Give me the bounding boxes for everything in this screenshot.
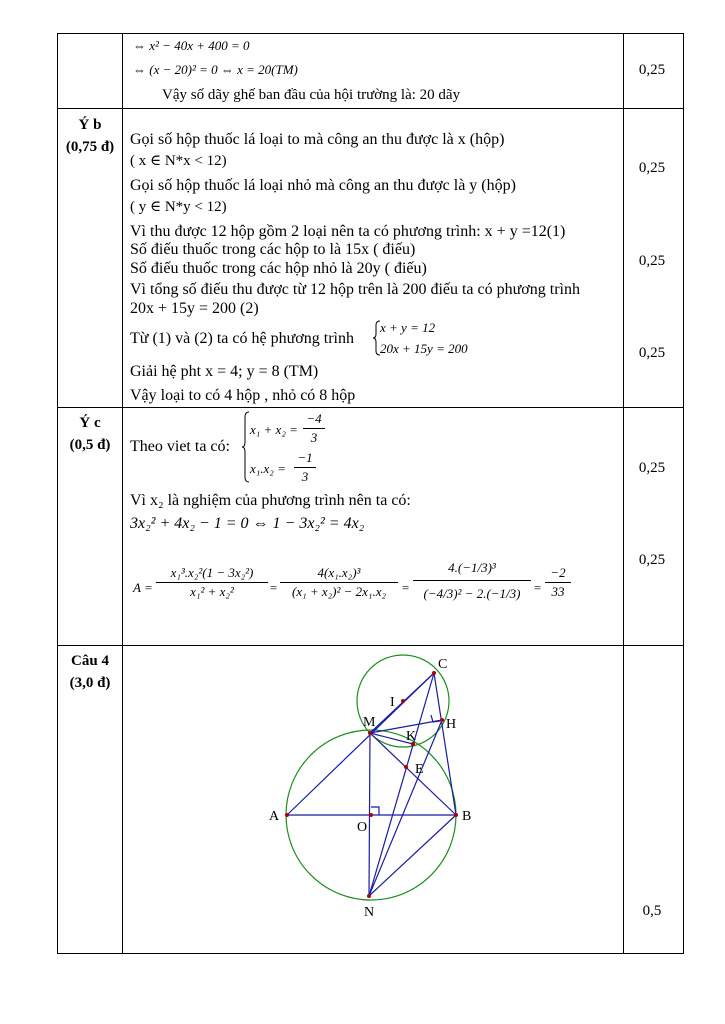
viet-eq1-lhs: x₁ + x₂ = <box>250 422 298 437</box>
equation-line: ⇔ x² − 40x + 400 = 0 <box>133 38 250 53</box>
text-line: Vì tổng số điếu thu được từ 12 hộp trên là 200 điếu ta có phương trình <box>130 281 580 298</box>
fraction-numerator: −2 <box>550 565 566 580</box>
label-o: O <box>357 820 368 835</box>
viet-intro: Theo viet ta có: <box>130 438 230 455</box>
fraction-numerator: −4 <box>306 411 322 426</box>
fraction-denominator: 33 <box>551 584 565 599</box>
label-points: (0,5 đ) <box>69 437 111 453</box>
viet-eq2-lhs: x₁.x₂ = <box>250 461 286 476</box>
fraction-denominator: (−4/3)² − 2.(−1/3) <box>423 586 521 601</box>
point-n <box>367 894 371 898</box>
fraction-denominator: 3 <box>301 469 309 484</box>
score-value: 0,25 <box>638 160 666 176</box>
text-line: Vì thu được 12 hộp gồm 2 loại nên ta có phương trình: x + y =12(1) <box>130 223 566 240</box>
equals-sign: = <box>533 580 542 595</box>
fraction-numerator: 4(x₁.x₂)³ <box>317 565 361 580</box>
label-title: Ý c <box>79 415 101 431</box>
equation-line: ⇔ (x − 20)² = 0 ⇔ x = 20(TM) <box>133 62 298 77</box>
point-h <box>440 718 444 722</box>
text-line: ( y ∈ N*y < 12) <box>130 199 227 215</box>
score-value: 0,25 <box>638 345 666 361</box>
point-m <box>368 731 372 735</box>
root-text: Vì x₂ là nghiệm của phương trình nên ta có: <box>130 492 411 509</box>
segment-cb <box>434 673 456 815</box>
segment-mc <box>370 673 434 733</box>
text-line: Số điếu thuốc trong các hộp nhỏ là 20y ( điếu) <box>130 260 427 277</box>
label-b: B <box>462 809 472 824</box>
label-points: (0,75 đ) <box>65 139 115 155</box>
score-value: 0,25 <box>638 62 666 78</box>
label-a: A <box>269 809 280 824</box>
conclusion-text: Vậy số dãy ghế ban đầu của hội trường là: 20 dãy <box>162 87 461 103</box>
system-equation-2: 20x + 15y = 200 <box>380 341 468 356</box>
label-points: (3,0 đ) <box>69 675 111 691</box>
label-e: E <box>415 762 424 777</box>
label-n: N <box>364 905 375 920</box>
point-c <box>432 671 436 675</box>
text-line: Giải hệ pht x = 4; y = 8 (TM) <box>130 363 319 380</box>
system-intro: Từ (1) và (2) ta có hệ phương trình <box>130 330 354 347</box>
text-line: Gọi số hộp thuốc lá loại to mà công an thu được là x (hộp) <box>130 131 505 148</box>
label-title: Ý b <box>78 117 102 133</box>
text-line: Số điếu thuốc trong các hộp to là 15x ( điếu) <box>130 241 416 258</box>
point-a <box>285 813 289 817</box>
equals-sign: = <box>269 580 278 595</box>
score-value: 0,25 <box>638 253 666 269</box>
point-i <box>401 699 405 703</box>
label-m: M <box>363 715 376 730</box>
fraction-numerator: −1 <box>297 450 313 465</box>
text-line: 20x + 15y = 200 (2) <box>130 300 259 317</box>
label-title: Câu 4 <box>71 653 109 669</box>
label-i: I <box>390 695 395 710</box>
segment-nb <box>369 815 456 896</box>
conclusion-text: Vậy loại to có 4 hộp , nhỏ có 8 hộp <box>130 387 356 404</box>
equals-sign: = <box>401 580 410 595</box>
system-equation-1: x + y = 12 <box>380 320 436 335</box>
text-line: ( x ∈ N*x < 12) <box>130 153 227 169</box>
point-o <box>369 813 373 817</box>
fraction-denominator: (x₁ + x₂)² − 2x₁.x₂ <box>291 584 386 599</box>
fraction-numerator: 4.(−1/3)³ <box>448 560 496 575</box>
root-equation: 3x₂² + 4x₂ − 1 = 0 ⇔ 1 − 3x₂² = 4x₂ <box>130 515 365 532</box>
label-h: H <box>446 717 457 732</box>
text-line: Gọi số hộp thuốc lá loại nhỏ mà công an thu được là y (hộp) <box>130 177 516 194</box>
point-b <box>454 813 458 817</box>
fraction-denominator: 3 <box>310 430 318 445</box>
fraction-numerator: x₁³.x₂²(1 − 3x₂²) <box>170 565 254 580</box>
a-lhs: A = <box>133 580 153 595</box>
score-value: 0,5 <box>642 903 662 919</box>
fraction-denominator: x₁² + x₂² <box>190 584 234 599</box>
label-k: K <box>406 729 417 744</box>
score-value: 0,25 <box>638 460 666 476</box>
label-c: C <box>438 657 448 672</box>
point-e <box>404 765 408 769</box>
score-value: 0,25 <box>638 552 666 568</box>
